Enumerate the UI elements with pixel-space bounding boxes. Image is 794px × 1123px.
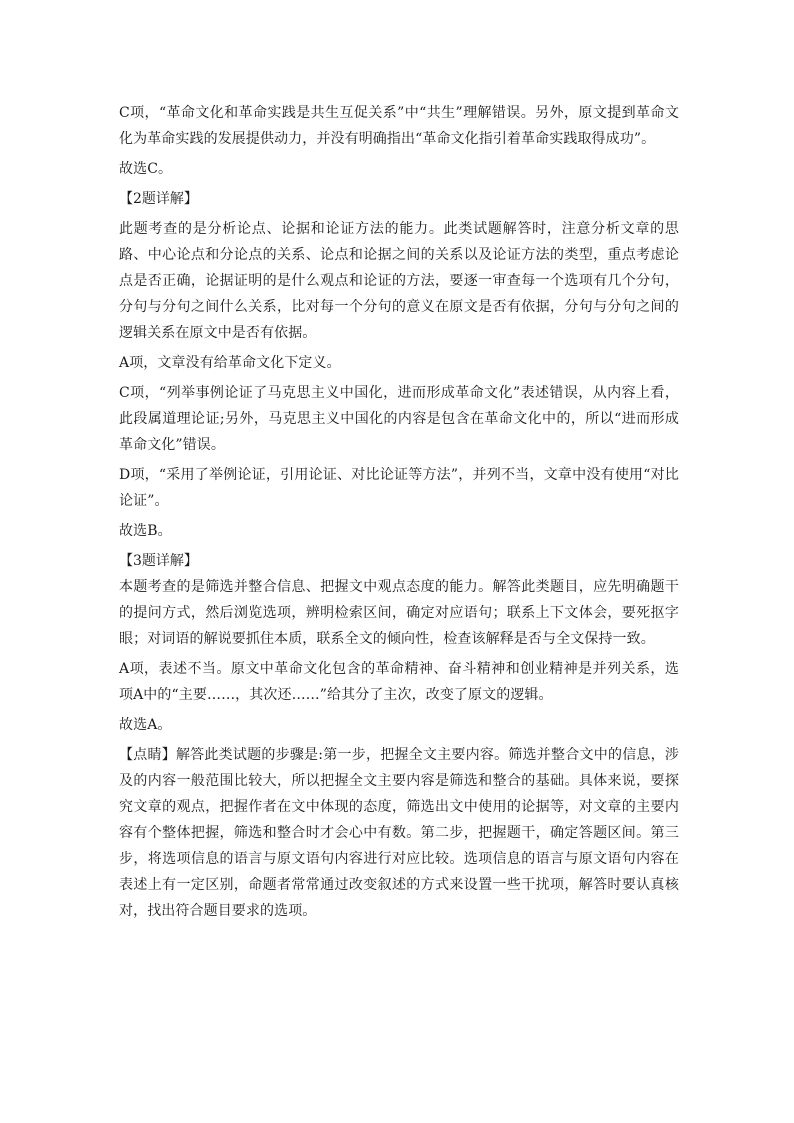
paragraph-q3-analysis: 本题考查的是筛选并整合信息、把握文中观点态度的能力。解答此类题目，应先明确题干的提问方式，然后浏览选项，辨明检索区间，确定对应语句；联系上下文体会，要死抠字眼；对词语的解说要抓住本质，联系全文的倾向性，检查该解释是否与全文保持一致。 xyxy=(119,579,679,647)
answer-q3: 故选A。 xyxy=(119,717,172,733)
paragraph-option-c-q1: C项，“革命文化和革命实践是共生互促关系”中“共生”理解错误。另外，原文提到革命文化为革命实践的发展提供动力，并没有明确指出“革命文化指引着革命实践取得成功”。 xyxy=(119,105,679,147)
paragraph-tips: 【点睛】解答此类试题的步骤是:第一步，把握全文主要内容。筛选并整合文中的信息，涉及的内容一般范围比较大，所以把握全文主要内容是筛选和整合的基础。具体来说，要探究文章的观点，把握作者在文中体现的态度，筛选出文中使用的论据等，对文章的主要内容有个整体把握，筛选和整合时才会心中有数。第二步，把握题干，确定答题区间。第三步，将选项信息的语言与原文语句内容进行对应比较。选项信息的语言与原文语句内容在表述上有一定区别，命题者常常通过改变叙述的方式来设置一些干扰项，解答时要认真核对，找出符合题目要求的选项。 xyxy=(119,747,679,919)
paragraph-option-a-q3: A项，表述不当。原文中革命文化包含的革命精神、奋斗精神和创业精神是并列关系，选项A中的“主要……，其次还……”给其分了主次，改变了原文的逻辑。 xyxy=(119,661,679,703)
answer-q2: 故选B。 xyxy=(119,523,172,539)
paragraph-q2-analysis: 此题考查的是分析论点、论据和论证方法的能力。此类试题解答时，注意分析文章的思路、中心论点和分论点的关系、论点和论据之间的关系以及论证方法的类型，重点考虑论点是否正确，论据证明的是什么观点和论证的方法，要逐一审查每一个选项有几个分句，分句与分句之间什么关系，比对每一个分句的意义在原文是否有依据，分句与分句之间的逻辑关系在原文中是否有依据。 xyxy=(119,221,679,341)
paragraph-option-a-q2: A项，文章没有给革命文化下定义。 xyxy=(119,355,341,371)
heading-q3: 【3题详解】 xyxy=(119,553,198,569)
answer-q1: 故选C。 xyxy=(119,161,173,177)
paragraph-option-c-q2: C项，“列举事例论证了马克思主义中国化，进而形成革命文化”表述错误，从内容上看，此段属道理论证;另外，马克思主义中国化的内容是包含在革命文化中的，所以“进而形成革命文化”错误。 xyxy=(119,385,679,453)
document-body xyxy=(119,100,679,924)
heading-q2: 【2题详解】 xyxy=(119,191,198,207)
paragraph-option-d-q2: D项，“采用了举例论证，引用论证、对比论证等方法”，并列不当，文章中没有使用“对比论证”。 xyxy=(119,467,679,509)
